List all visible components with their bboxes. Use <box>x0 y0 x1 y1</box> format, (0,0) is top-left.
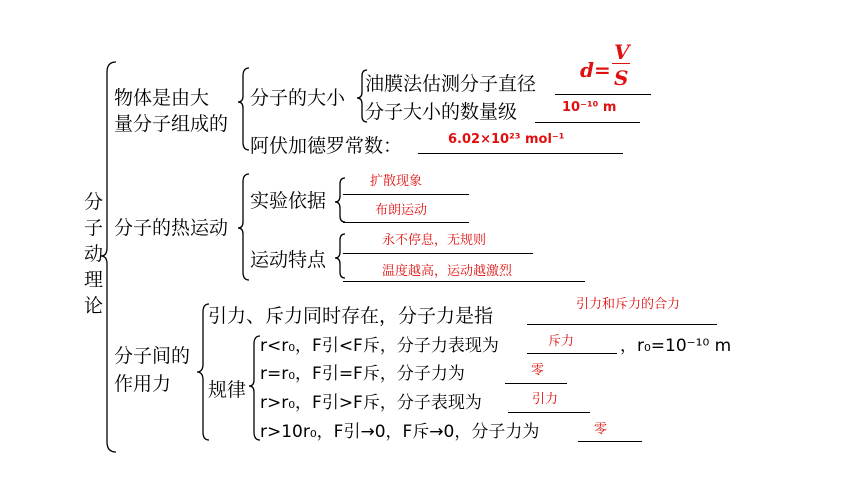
formula-eq: = <box>594 58 611 82</box>
answer-line <box>555 94 651 95</box>
root-char: 动 <box>84 243 104 265</box>
size-label: 分子的大小 <box>250 87 346 109</box>
answer-line <box>343 222 469 223</box>
rule-4-condition: r>10r₀，F引→0，F斥→0，分子力为 <box>260 422 540 442</box>
root-char: 分 <box>84 191 104 213</box>
evidence-answer-1: 扩散现象 <box>370 174 423 189</box>
rule-label: 规律 <box>208 379 247 401</box>
formula-denom: S <box>614 66 629 90</box>
magnitude-answer: 10⁻¹⁰ m <box>562 100 617 115</box>
formula-d: d <box>580 58 594 82</box>
answer-line <box>343 194 469 195</box>
oil-film-text: 油膜法估测分子直径 <box>365 73 537 95</box>
answer-line <box>578 441 642 442</box>
n1-title-line2: 量分子组成的 <box>114 113 229 135</box>
rule-1-answer: 斥力 <box>548 334 575 349</box>
answer-line <box>418 153 623 154</box>
answer-line <box>535 122 640 123</box>
formula-numer: V <box>614 40 630 64</box>
coexist-text: 引力、斥力同时存在，分子力是指 <box>208 305 494 327</box>
n3-title-line1: 分子间的 <box>114 345 191 367</box>
coexist-answer: 引力和斥力的合力 <box>576 297 681 312</box>
rule-4-answer: 零 <box>594 422 608 437</box>
fraction-bar <box>612 63 630 64</box>
rule-3-condition: r>r₀，F引>F斥，分子表现为 <box>260 393 482 413</box>
avogadro-text: 阿伏加德罗常数： <box>250 135 403 157</box>
feature-answer-2: 温度越高，运动越激烈 <box>382 264 513 279</box>
answer-line <box>527 324 717 325</box>
magnitude-text: 分子大小的数量级 <box>365 101 518 123</box>
rule-row-1 <box>260 334 499 358</box>
feature-answer-1: 永不停息，无规则 <box>382 233 487 248</box>
root-char: 子 <box>84 217 104 239</box>
answer-line <box>527 353 617 354</box>
answer-line <box>343 281 585 282</box>
n1-title-line1: 物体是由大 <box>114 87 210 109</box>
rule-1-tail: ，r₀=10⁻¹⁰ m <box>620 336 732 356</box>
evidence-label: 实验依据 <box>250 190 327 212</box>
rule-row-3 <box>260 391 482 415</box>
rule-row-2 <box>260 362 465 386</box>
root-char: 论 <box>84 295 104 317</box>
n3-title-line2: 作用力 <box>114 373 172 395</box>
answer-line <box>508 412 590 413</box>
rule-2-condition: r=r₀，F引=F斥，分子力为 <box>260 364 465 384</box>
root-char: 理 <box>84 269 104 291</box>
evidence-answer-2: 布朗运动 <box>375 203 428 218</box>
n2-title: 分子的热运动 <box>114 217 229 239</box>
answer-line <box>343 253 533 254</box>
rule-1-condition: r<r₀，F引<F斥，分子力表现为 <box>260 336 499 356</box>
feature-label: 运动特点 <box>250 249 327 271</box>
avogadro-answer: 6.02×10²³ mol⁻¹ <box>448 132 565 147</box>
rule-3-answer: 引力 <box>532 392 559 407</box>
rule-row-4 <box>260 420 539 444</box>
answer-line <box>505 383 567 384</box>
rule-2-answer: 零 <box>531 363 545 378</box>
